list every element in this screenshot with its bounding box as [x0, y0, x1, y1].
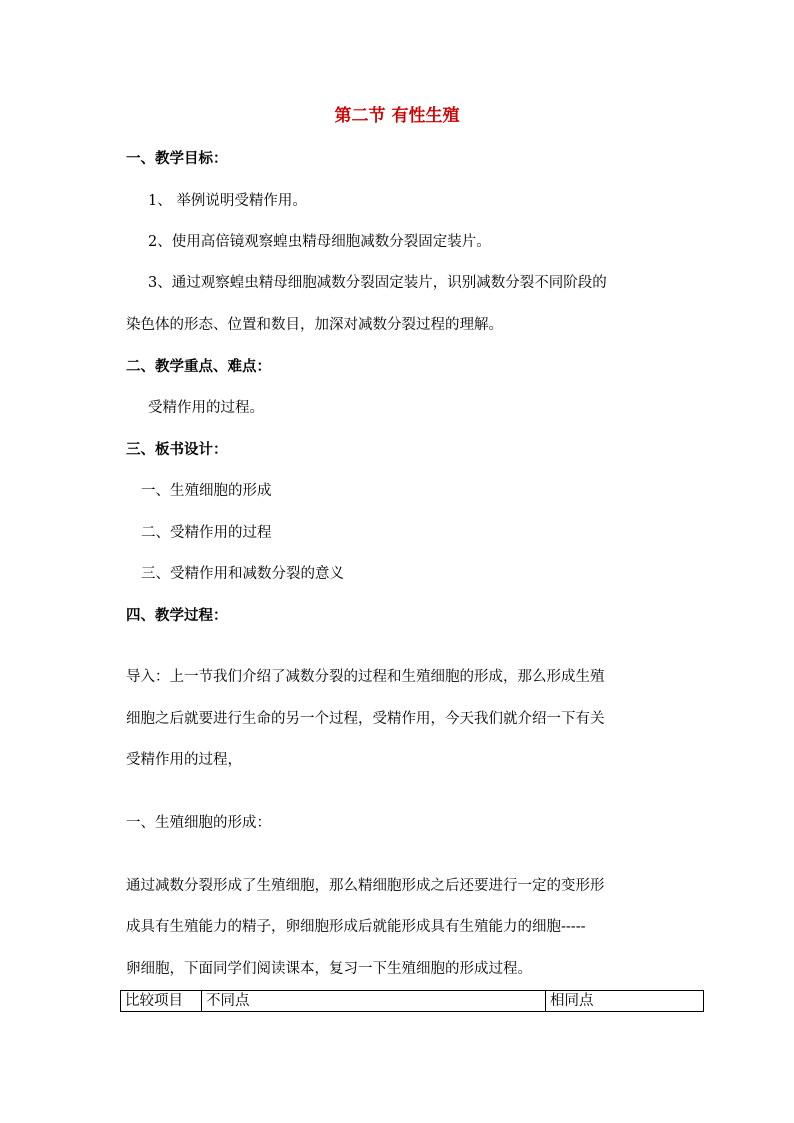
comparison-table	[120, 990, 704, 1012]
section-heading-board-design: 三、板书设计：	[126, 441, 228, 458]
intro-line-2: 细胞之后就要进行生命的另一个过程，受精作用，今天我们就介绍一下有关	[126, 711, 605, 727]
body-line-3: 卵细胞，下面同学们阅读课本，复习一下生殖细胞的形成过程。	[126, 961, 532, 977]
table-header-cell: 相同点	[546, 991, 704, 1012]
board-item-2: 二、受精作用的过程	[141, 525, 272, 541]
table-header-row	[121, 991, 704, 1012]
board-item-1: 一、生殖细胞的形成	[141, 483, 272, 499]
intro-line-1: 导入：上一节我们介绍了减数分裂的过程和生殖细胞的形成，那么形成生殖	[126, 669, 605, 685]
objective-item-1: 1、 举例说明受精作用。	[148, 193, 307, 209]
board-item-3: 三、受精作用和减数分裂的意义	[141, 566, 344, 582]
body-line-2: 成具有生殖能力的精子，卵细胞形成后就能形成具有生殖能力的细胞-----	[126, 919, 586, 935]
table-header-cell: 比较项目	[121, 991, 202, 1012]
page-title: 第二节 有性生殖	[334, 106, 460, 126]
body-line-1: 通过减数分裂形成了生殖细胞，那么精细胞形成之后还要进行一定的变形形	[126, 878, 605, 894]
section-heading-objectives: 一、教学目标：	[126, 150, 228, 167]
process-subheading: 一、生殖细胞的形成：	[126, 815, 271, 831]
objective-item-2: 2、使用高倍镜观察蝗虫精母细胞减数分裂固定装片。	[148, 234, 491, 250]
section-heading-key-points: 二、教学重点、难点：	[126, 358, 271, 375]
objective-item-3: 3、通过观察蝗虫精母细胞减数分裂固定装片，识别减数分裂不同阶段的	[148, 275, 607, 291]
intro-line-3: 受精作用的过程，	[126, 752, 242, 768]
section-heading-process: 四、教学过程：	[126, 607, 228, 624]
table-header-cell: 不同点	[202, 991, 546, 1012]
objective-item-3-continued: 染色体的形态、位置和数目，加深对减数分裂过程的理解。	[126, 317, 503, 333]
key-points-text: 受精作用的过程。	[148, 400, 264, 416]
